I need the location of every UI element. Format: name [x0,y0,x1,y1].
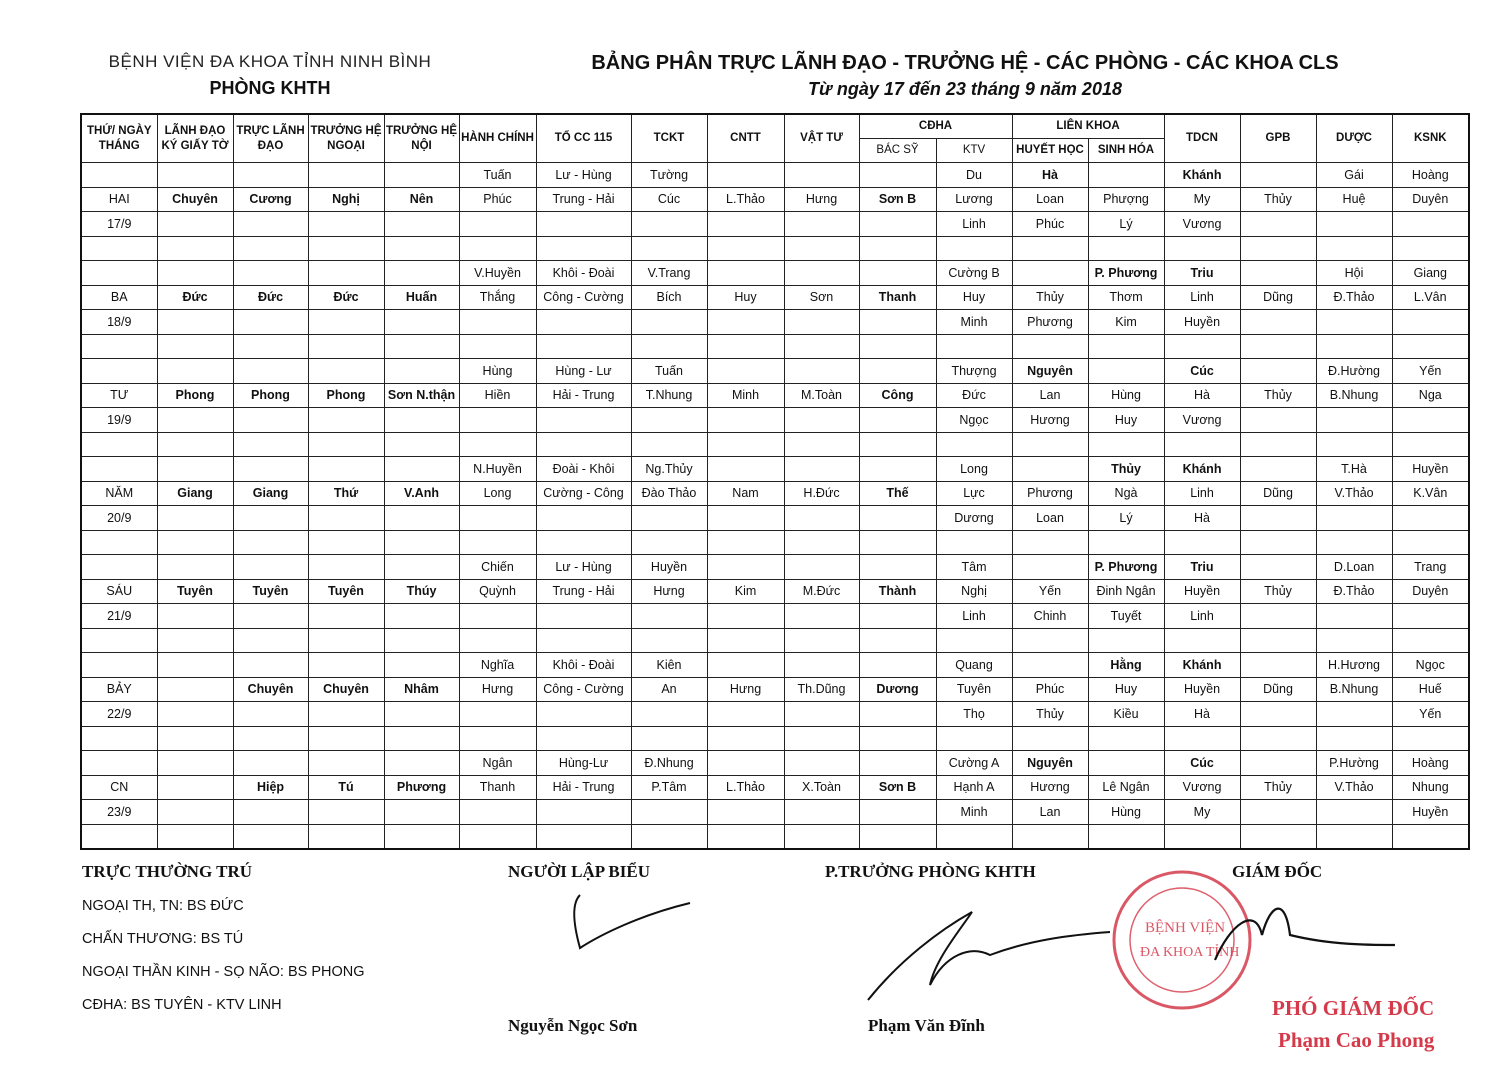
table-cell: Huy [707,285,784,310]
table-cell: Duyên [1392,579,1469,604]
table-cell: B.Nhung [1316,677,1392,702]
table-cell: Huy [1088,677,1164,702]
note-line: NGOẠI THẦN KINH - SỌ NÃO: BS PHONG [82,964,365,980]
table-cell: TƯ [81,383,157,408]
table-cell: Lan [1012,800,1088,825]
table-cell: Lý [1088,212,1164,237]
col-ktv: KTV [936,139,1012,163]
table-cell: Huyền [1392,457,1469,482]
col-day: THỨ/ NGÀY THÁNG [81,114,157,163]
col-huyet-hoc: HUYẾT HỌC [1012,139,1088,163]
col-truong-he-noi: TRƯỞNG HỆ NỘI [384,114,459,163]
document-subtitle: Từ ngày 17 đến 23 tháng 9 năm 2018 [808,79,1122,99]
table-cell: Phong [157,383,233,408]
table-cell: Chiến [459,555,536,580]
table-cell: 18/9 [81,310,157,335]
table-cell: X.Toàn [784,775,859,800]
table-cell: Hải - Trung [536,383,631,408]
table-cell: Huyền [1392,800,1469,825]
table-cell: Chinh [1012,604,1088,629]
table-cell: Triu [1164,261,1240,286]
table-cell: Hương [1012,408,1088,433]
table-cell: Thủy [1240,775,1316,800]
table-cell: Khôi - Đoài [536,261,631,286]
col-lanh-dao-ky: LÃNH ĐẠO KÝ GIẤY TỜ [157,114,233,163]
table-cell: Thành [859,579,936,604]
table-cell: Hiệp [233,775,308,800]
table-cell: Linh [1164,285,1240,310]
table-cell: Nghĩa [459,653,536,678]
col-tckt: TCKT [631,114,707,163]
table-cell: Ngọc [936,408,1012,433]
table-cell: Tường [631,163,707,188]
table-cell: Đinh Ngân [1088,579,1164,604]
stamp-name: Phạm Cao Phong [1278,1028,1435,1052]
col-to-cc: TỔ CC 115 [536,114,631,163]
table-cell: Đức [157,285,233,310]
table-cell: Tâm [936,555,1012,580]
table-cell: Thanh [859,285,936,310]
table-cell: D.Loan [1316,555,1392,580]
table-cell: Ngọc [1392,653,1469,678]
table-cell: Đ.Thảo [1316,285,1392,310]
col-cntt: CNTT [707,114,784,163]
table-cell: Hà [1164,383,1240,408]
table-cell: Kiều [1088,702,1164,727]
table-cell: Huế [1392,677,1469,702]
table-cell: Tuyên [936,677,1012,702]
note-line: NGOẠI TH, TN: BS ĐỨC [82,898,244,914]
col-tdcn: TDCN [1164,114,1240,163]
table-cell: Phượng [1088,187,1164,212]
table-cell: Minh [936,800,1012,825]
table-cell: Hội [1316,261,1392,286]
table-cell: Phúc [1012,212,1088,237]
table-cell: Nga [1392,383,1469,408]
table-cell: Lực [936,481,1012,506]
table-cell: Cúc [1164,359,1240,384]
table-cell: Thủy [1012,285,1088,310]
table-cell: Sơn [784,285,859,310]
table-cell: Cường A [936,751,1012,776]
table-cell: Duyên [1392,187,1469,212]
col-truong-he-ngoai: TRƯỞNG HỆ NGOẠI [308,114,384,163]
table-cell: Huyền [1164,310,1240,335]
table-cell: P. Phương [1088,261,1164,286]
table-cell: Quỳnh [459,579,536,604]
table-cell: Lê Ngân [1088,775,1164,800]
table-cell: 19/9 [81,408,157,433]
table-cell: Ngân [459,751,536,776]
table-cell: V.Trang [631,261,707,286]
table-cell: Nguyên [1012,359,1088,384]
table-cell: Đức [308,285,384,310]
table-cell: L.Thảo [707,775,784,800]
table-cell: P.Tâm [631,775,707,800]
col-gpb: GPB [1240,114,1316,163]
table-cell: Nên [384,187,459,212]
table-cell: My [1164,187,1240,212]
table-cell: Giang [1392,261,1469,286]
table-cell: Tuyên [233,579,308,604]
table-cell: V.Thảo [1316,775,1392,800]
table-cell: Hưng [631,579,707,604]
table-cell: Thủy [1240,187,1316,212]
table-cell: Lan [1012,383,1088,408]
col-lien-khoa: LIÊN KHOA [1012,114,1164,139]
table-cell: Cường B [936,261,1012,286]
table-cell: Dũng [1240,285,1316,310]
table-cell: Huyền [1164,677,1240,702]
p-truong-phong-name: Phạm Văn Đĩnh [868,1016,985,1035]
table-cell: Kiên [631,653,707,678]
table-cell: Hùng [1088,800,1164,825]
table-cell: Hùng [459,359,536,384]
table-cell: Vương [1164,212,1240,237]
table-cell: Yến [1012,579,1088,604]
table-cell: Hoàng [1392,751,1469,776]
table-cell: Linh [936,212,1012,237]
table-cell: Khôi - Đoài [536,653,631,678]
table-cell: Yến [1392,702,1469,727]
table-cell: K.Vân [1392,481,1469,506]
nguoi-lap-bieu-name: Nguyễn Ngọc Sơn [508,1016,638,1035]
table-cell: Sơn N.thận [384,383,459,408]
table-cell: Nguyên [1012,751,1088,776]
table-cell: Thượng [936,359,1012,384]
table-cell: HAI [81,187,157,212]
table-cell: Hùng - Lư [536,359,631,384]
note-line: CĐHA: BS TUYÊN - KTV LINH [82,997,282,1013]
table-cell: Vương [1164,408,1240,433]
table-cell: Thủy [1012,702,1088,727]
col-hanh-chinh: HÀNH CHÍNH [459,114,536,163]
table-cell: Công - Cường [536,285,631,310]
svg-text:ĐA KHOA TỈNH: ĐA KHOA TỈNH [1140,945,1240,960]
table-cell: Nhâm [384,677,459,702]
table-cell: Hưng [459,677,536,702]
table-cell: Thơm [1088,285,1164,310]
table-cell: Thế [859,481,936,506]
table-cell: Sơn B [859,775,936,800]
table-cell: Triu [1164,555,1240,580]
truc-thuong-tru-heading: TRỰC THƯỜNG TRÚ [82,862,253,881]
table-cell: Tuyết [1088,604,1164,629]
table-cell: Đ.Nhung [631,751,707,776]
table-cell: Loan [1012,506,1088,531]
table-cell: Hương [1012,775,1088,800]
table-cell: Phúc [1012,677,1088,702]
table-cell: B.Nhung [1316,383,1392,408]
table-cell: Nhung [1392,775,1469,800]
table-cell: Minh [936,310,1012,335]
table-cell: Hà [1164,506,1240,531]
table-cell: Hưng [784,187,859,212]
table-cell: Cường - Công [536,481,631,506]
table-cell: Huệ [1316,187,1392,212]
table-cell: Du [936,163,1012,188]
table-cell: Th.Dũng [784,677,859,702]
col-ksnk: KSNK [1392,114,1469,163]
table-cell: Nghị [936,579,1012,604]
table-cell: Linh [936,604,1012,629]
p-truong-phong-heading: P.TRƯỞNG PHÒNG KHTH [825,862,1036,881]
table-cell: Đào Thảo [631,481,707,506]
table-cell: Hà [1164,702,1240,727]
table-cell: Cúc [631,187,707,212]
signature-icon [1215,909,1395,960]
table-cell: Lư - Hùng [536,163,631,188]
table-cell: Long [936,457,1012,482]
table-cell: Linh [1164,604,1240,629]
table-cell: Nam [707,481,784,506]
stamp-role: PHÓ GIÁM ĐỐC [1272,996,1435,1020]
table-cell: Thủy [1240,579,1316,604]
table-cell: Kim [707,579,784,604]
table-cell: Tuyên [157,579,233,604]
col-vat-tu: VẬT TƯ [784,114,859,163]
table-cell: Hải - Trung [536,775,631,800]
table-cell: Hùng-Lư [536,751,631,776]
table-cell: Hùng [1088,383,1164,408]
note-line: CHẤN THƯƠNG: BS TÚ [82,931,244,947]
signature-icon [868,912,1110,1000]
hospital-name: BỆNH VIỆN ĐA KHOA TỈNH NINH BÌNH [108,52,432,71]
table-cell: 22/9 [81,702,157,727]
table-cell: Hạnh A [936,775,1012,800]
table-cell: Thọ [936,702,1012,727]
table-cell: Lương [936,187,1012,212]
table-cell: Huấn [384,285,459,310]
table-cell: T.Nhung [631,383,707,408]
table-cell: Thúy [384,579,459,604]
table-cell: Loan [1012,187,1088,212]
table-cell: Huy [936,285,1012,310]
table-cell: M.Đức [784,579,859,604]
table-cell: L.Thảo [707,187,784,212]
table-cell: Hà [1012,163,1088,188]
table-cell: Thắng [459,285,536,310]
table-cell: Tuấn [459,163,536,188]
table-cell: Hoàng [1392,163,1469,188]
table-cell: P.Hường [1316,751,1392,776]
table-cell: Hiền [459,383,536,408]
table-cell: Dương [859,677,936,702]
table-cell: 20/9 [81,506,157,531]
table-cell: Huy [1088,408,1164,433]
table-cell: V.Huyền [459,261,536,286]
table-cell: Khánh [1164,163,1240,188]
col-bac-sy: BÁC SỸ [859,139,936,163]
table-cell: Lư - Hùng [536,555,631,580]
table-cell: BẢY [81,677,157,702]
table-cell: Dương [936,506,1012,531]
table-cell: Tú [308,775,384,800]
stamp-icon [1114,872,1250,1008]
table-cell: Giang [233,481,308,506]
svg-text:BỆNH VIỆN: BỆNH VIỆN [1145,920,1226,936]
table-cell: An [631,677,707,702]
table-cell: Ngà [1088,481,1164,506]
col-cdha: CĐHA [859,114,1012,139]
table-cell: Khánh [1164,457,1240,482]
table-cell: N.Huyền [459,457,536,482]
table-cell: Phong [233,383,308,408]
table-cell: Công [859,383,936,408]
giam-doc-heading: GIÁM ĐỐC [1232,862,1323,881]
table-cell: Ng.Thủy [631,457,707,482]
table-cell: Tuấn [631,359,707,384]
table-cell: Long [459,481,536,506]
table-cell: Nghị [308,187,384,212]
table-cell: Cúc [1164,751,1240,776]
table-cell: Thủy [1088,457,1164,482]
table-cell: Đức [233,285,308,310]
table-cell: H.Đức [784,481,859,506]
table-cell: Đ.Hường [1316,359,1392,384]
table-cell: Vương [1164,775,1240,800]
table-cell: Dũng [1240,677,1316,702]
table-cell: 23/9 [81,800,157,825]
table-cell: Huyền [1164,579,1240,604]
table-cell: Thứ [308,481,384,506]
table-cell: Phúc [459,187,536,212]
table-cell: V.Thảo [1316,481,1392,506]
table-cell: My [1164,800,1240,825]
signature-icon [574,895,690,948]
table-cell: Trung - Hải [536,579,631,604]
table-cell: Công - Cường [536,677,631,702]
table-cell: Chuyên [233,677,308,702]
table-cell: Đức [936,383,1012,408]
table-cell: NĂM [81,481,157,506]
table-cell: 17/9 [81,212,157,237]
table-cell: Thủy [1240,383,1316,408]
table-cell: Linh [1164,481,1240,506]
table-cell: Phương [1012,310,1088,335]
department-name: PHÒNG KHTH [209,78,331,98]
table-cell: Phương [384,775,459,800]
table-cell: V.Anh [384,481,459,506]
nguoi-lap-bieu-heading: NGƯỜI LẬP BIỂU [508,862,651,881]
table-cell: L.Vân [1392,285,1469,310]
col-duoc: DƯỢC [1316,114,1392,163]
document-title: BẢNG PHÂN TRỰC LÃNH ĐẠO - TRƯỞNG HỆ - CÁC PHÒNG - CÁC KHOA CLS [591,52,1339,74]
table-cell: M.Toàn [784,383,859,408]
table-cell: Đ.Thảo [1316,579,1392,604]
table-cell: Đoài - Khôi [536,457,631,482]
col-sinh-hoa: SINH HÓA [1088,139,1164,163]
table-cell: Chuyên [157,187,233,212]
table-cell: Gái [1316,163,1392,188]
table-cell: Trung - Hải [536,187,631,212]
table-cell: T.Hà [1316,457,1392,482]
table-cell: Minh [707,383,784,408]
table-cell: Huyền [631,555,707,580]
table-cell: Khánh [1164,653,1240,678]
table-cell: Yến [1392,359,1469,384]
table-cell: Hưng [707,677,784,702]
table-cell: Trang [1392,555,1469,580]
table-cell: H.Hương [1316,653,1392,678]
table-cell: Chuyên [308,677,384,702]
table-cell: Phương [1012,481,1088,506]
table-cell: Hằng [1088,653,1164,678]
table-cell: Cương [233,187,308,212]
col-truc-lanh-dao: TRỰC LÃNH ĐẠO [233,114,308,163]
table-cell: BA [81,285,157,310]
table-cell: Kim [1088,310,1164,335]
table-cell: Giang [157,481,233,506]
table-cell: SÁU [81,579,157,604]
table-cell: Bích [631,285,707,310]
table-cell: Phong [308,383,384,408]
table-cell: Thanh [459,775,536,800]
table-cell: Dũng [1240,481,1316,506]
table-cell: P. Phương [1088,555,1164,580]
table-cell: 21/9 [81,604,157,629]
table-cell: Quang [936,653,1012,678]
table-cell: Tuyên [308,579,384,604]
table-cell: Lý [1088,506,1164,531]
table-cell: CN [81,775,157,800]
table-cell: Sơn B [859,187,936,212]
